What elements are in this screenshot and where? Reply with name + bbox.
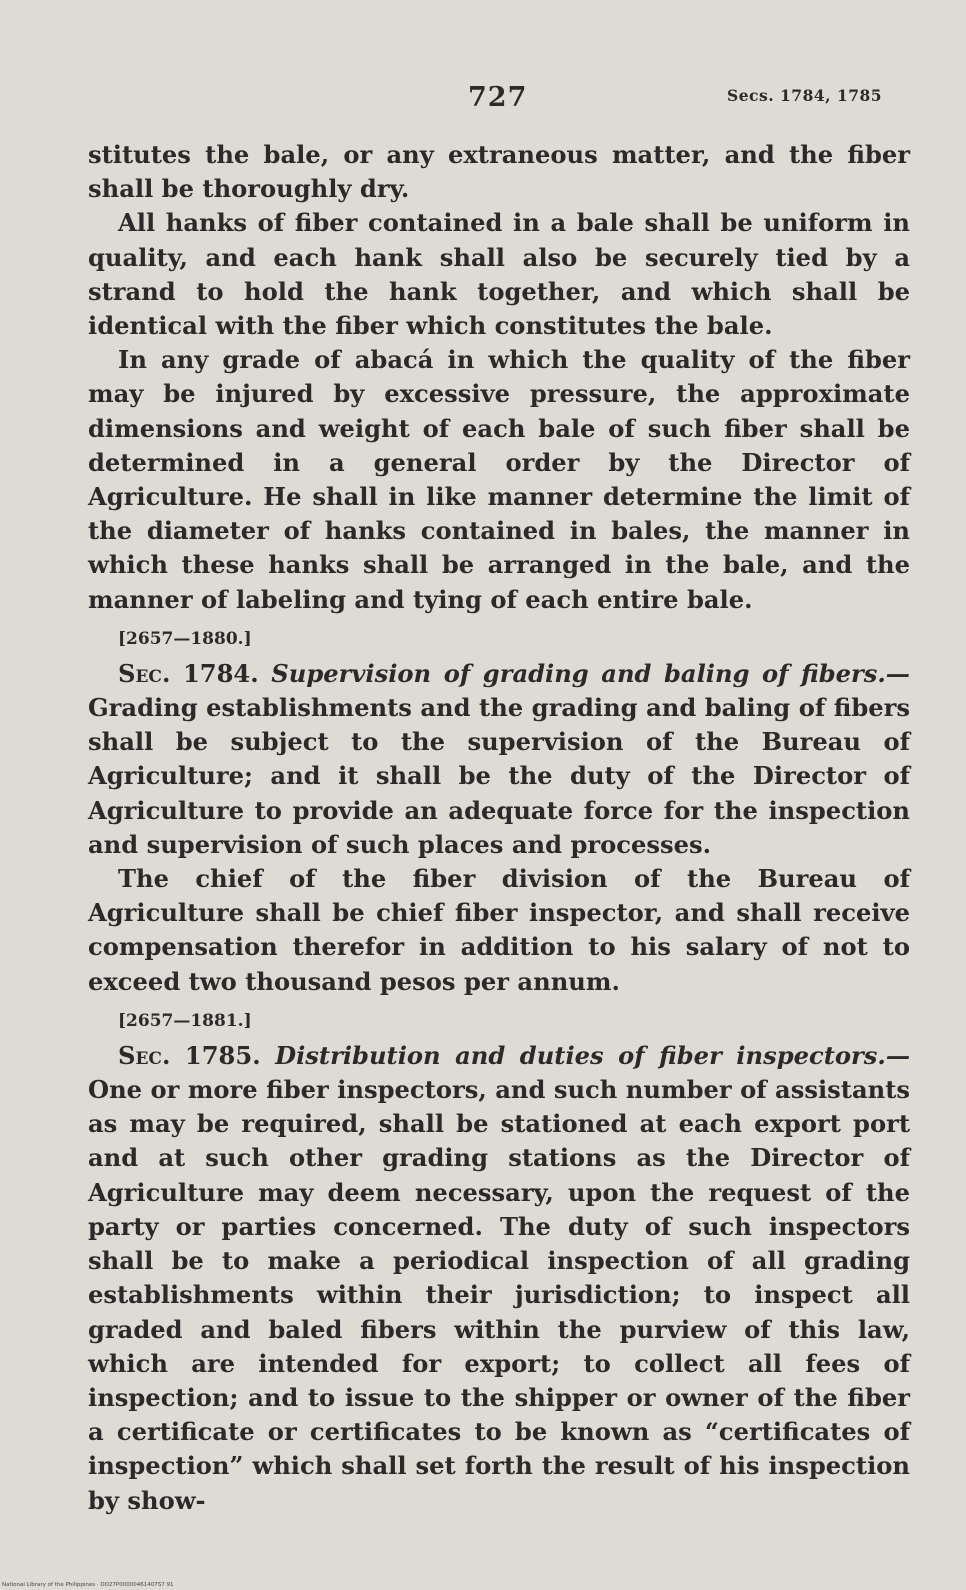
section-1784-title: Supervision of grading and baling of fibers.— <box>271 658 910 688</box>
section-1785-paragraph <box>88 1039 910 1518</box>
citation-1881: [2657—1881.] <box>118 1010 252 1031</box>
footer-caption: National Library of the Philippines · DO27P00000461407S7 91 <box>2 1582 174 1588</box>
citation-1880: [2657—1880.] <box>118 628 252 649</box>
section-1785-label: Sec. 1785. <box>118 1040 261 1070</box>
section-reference: Secs. 1784, 1785 <box>727 86 883 105</box>
section-1785-text: One or more fiber inspectors, and such number of assistants as may be required, shall be stationed at each export port and at such other grading stations as the Director of Agriculture may deem necessary, upon the request of the party or parties concerned. The duty of such inspectors shall be to make a periodical inspection of all grading establishments within their jurisdiction; to inspect all graded and baled fibers within the purview of this law, which are intended for export; to collect all fees of inspection; and to issue to the shipper or owner of the fiber a certificate or certificates to be known as “certificates of inspection” which shall set forth the result of his inspection by show- <box>88 1075 910 1515</box>
section-1784-paragraph <box>88 657 910 862</box>
page-header <box>0 82 966 122</box>
page-number: 727 <box>468 82 528 113</box>
section-1785-title: Distribution and duties of fiber inspectors.— <box>275 1040 911 1070</box>
body-text <box>88 138 910 1518</box>
section-1784-text: Grading establishments and the grading and baling of fibers shall be subject to the supervision of the Bureau of Agriculture; and it shall be the duty of the Director of Agriculture to provide an adequate force for the inspection and supervision of such places and processes. <box>88 693 910 859</box>
paragraph-hanks: All hanks of fiber contained in a bale shall be uniform in quality, and each hank shall also be securely tied by a strand to hold the hank together, and which shall be identical with the fiber which constitutes the bale. <box>88 208 910 341</box>
section-1784-paragraph-2: The chief of the fiber division of the Bureau of Agriculture shall be chief fiber inspector, and shall receive compensation therefor in addition to his salary of not to exceed two thousand pesos per annum. <box>88 864 910 996</box>
paragraph-continuation: stitutes the bale, or any extraneous matter, and the fiber shall be thoroughly dry. <box>88 140 910 204</box>
section-1784-label: Sec. 1784. <box>118 658 259 688</box>
paragraph-abaca-grade: In any grade of abacá in which the quality of the fiber may be injured by excessive pressure, the approximate dimensions and weight of each bale of such fiber shall be determined in a general order by the Director of Agriculture. He shall in like manner determine the limit of the diameter of hanks contained in bales, the manner in which these hanks shall be arranged in the bale, and the manner of labeling and tying of each entire bale. <box>88 345 910 614</box>
